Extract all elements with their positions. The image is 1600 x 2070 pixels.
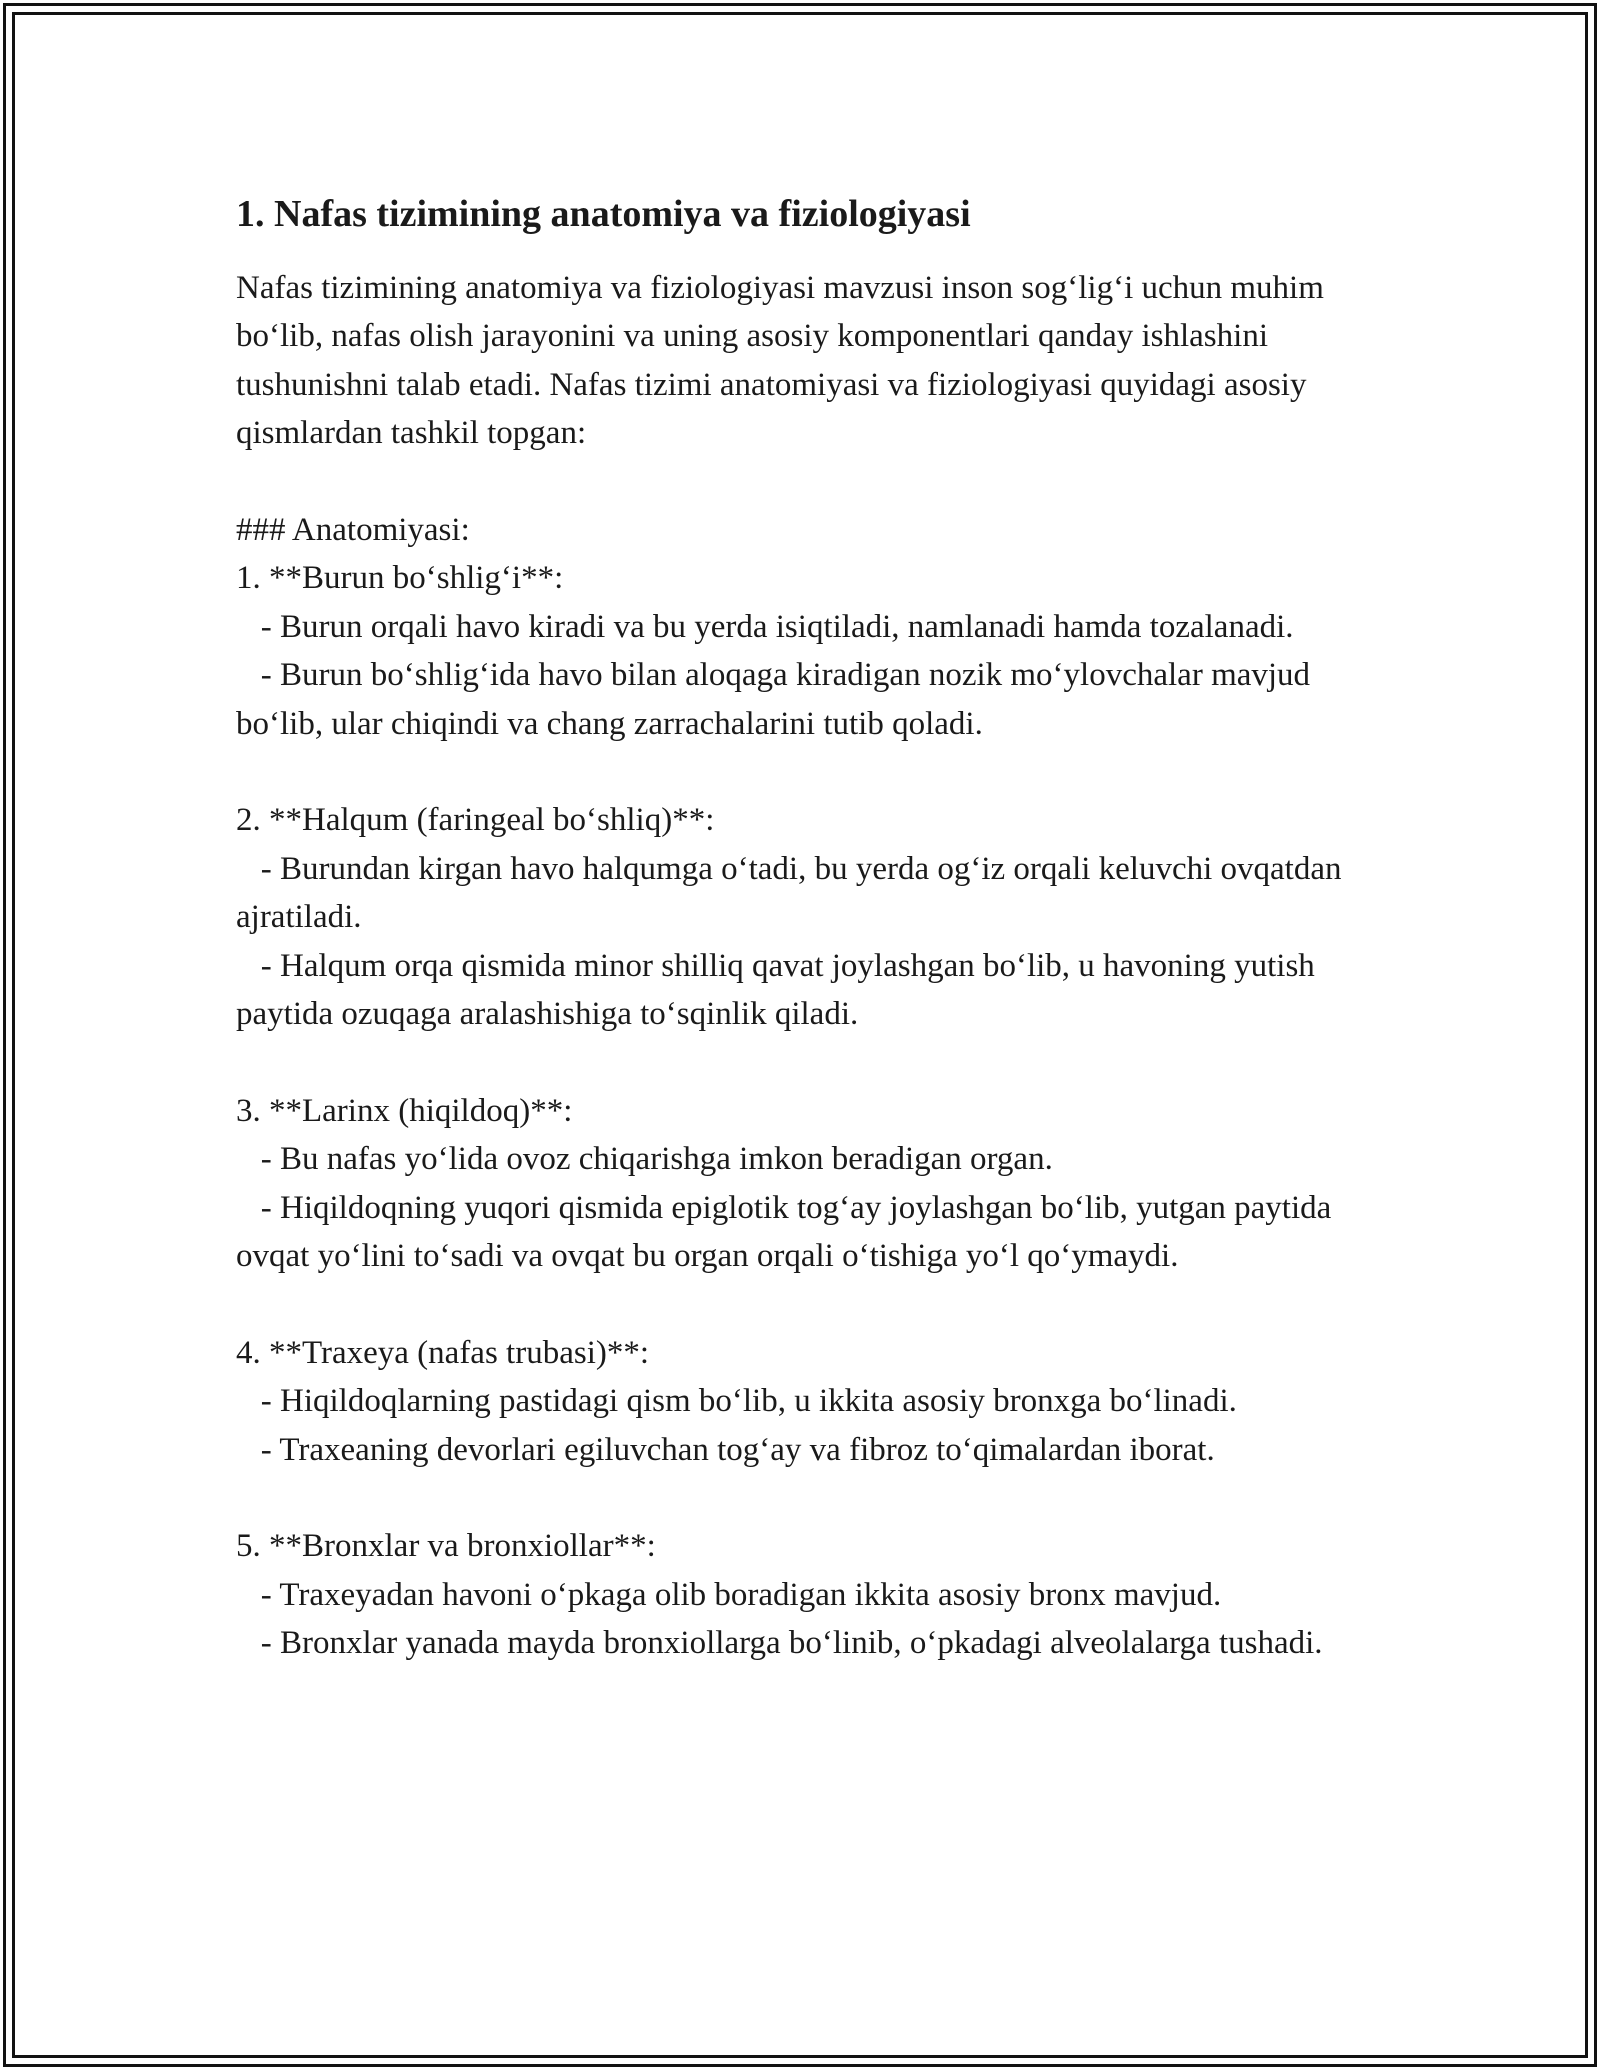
spacer [236,1280,1366,1328]
list-item-point: - Traxeyadan havoni o‘pkaga olib boradigan ikkita asosiy bronx mavjud. [236,1576,1222,1613]
document-body [236,188,1366,1668]
list-item-point: - Bu nafas yo‘lida ovoz chiqarishga imkon beradigan organ. [236,1141,1053,1178]
page-title: 1. Nafas tizimining anatomiya va fiziologiyasi [236,193,971,235]
list-item-heading: 1. **Burun bo‘shlig‘i**: [236,560,564,597]
list-item-point: - Hiqildoqlarning pastidagi qism bo‘lib, u ikkita asosiy bronxga bo‘linadi. [236,1383,1237,1420]
list-item-point: - Hiqildoqning yuqori qismida epiglotik tog‘ay joylashgan bo‘lib, yutgan paytida ovqat yo‘lini to‘sadi va ovqat bu organ orqali o‘tishiga yo‘l qo‘ymaydi. [236,1189,1340,1275]
list-item-point: - Bronxlar yanada mayda bronxiollarga bo‘linib, o‘pkadagi alveolalarga tushadi. [236,1625,1323,1662]
list-item-point: - Burun bo‘shlig‘ida havo bilan aloqaga kiradigan nozik mo‘ylovchalar mavjud bo‘lib, ular chiqindi va chang zarrachalarini tutib qoladi. [236,657,1319,742]
list-item-heading: 4. **Traxeya (nafas trubasi)**: [236,1334,650,1371]
document-text [236,264,1366,1668]
list-item-point: - Traxeaning devorlari egiluvchan tog‘ay va fibroz to‘qimalardan iborat. [236,1431,1215,1468]
section-heading: ### Anatomiyasi: [236,512,470,549]
spacer [236,1038,1366,1086]
list-item-heading: 2. **Halqum (faringeal bo‘shliq)**: [236,802,715,839]
list-item-point: - Burundan kirgan havo halqumga o‘tadi, bu yerda og‘iz orqali keluvchi ovqatdan ajratiladi. [236,850,1350,936]
spacer [236,1474,1366,1522]
list-item-point: - Burun orqali havo kiradi va bu yerda isiqtiladi, namlanadi hamda tozalanadi. [236,608,1294,645]
spacer [236,458,1366,506]
spacer [236,748,1366,796]
list-item-point: - Halqum orqa qismida minor shilliq qavat joylashgan bo‘lib, u havoning yutish paytida ozuqaga aralashishiga to‘sqinlik qiladi. [236,947,1324,1033]
list-item-heading: 5. **Bronxlar va bronxiollar**: [236,1528,656,1565]
list-item-heading: 3. **Larinx (hiqildoq)**: [236,1092,573,1129]
intro-paragraph: Nafas tizimining anatomiya va fiziologiyasi mavzusi inson sog‘lig‘i uchun muhim bo‘lib, nafas olish jarayonini va uning asosiy komponentlari qanday ishlashini tushunishni talab etadi. Nafas tizimi anatomiyasi va fiziologiyasi quyidagi asosiy qismlardan tashkil topgan: [236,270,1333,452]
